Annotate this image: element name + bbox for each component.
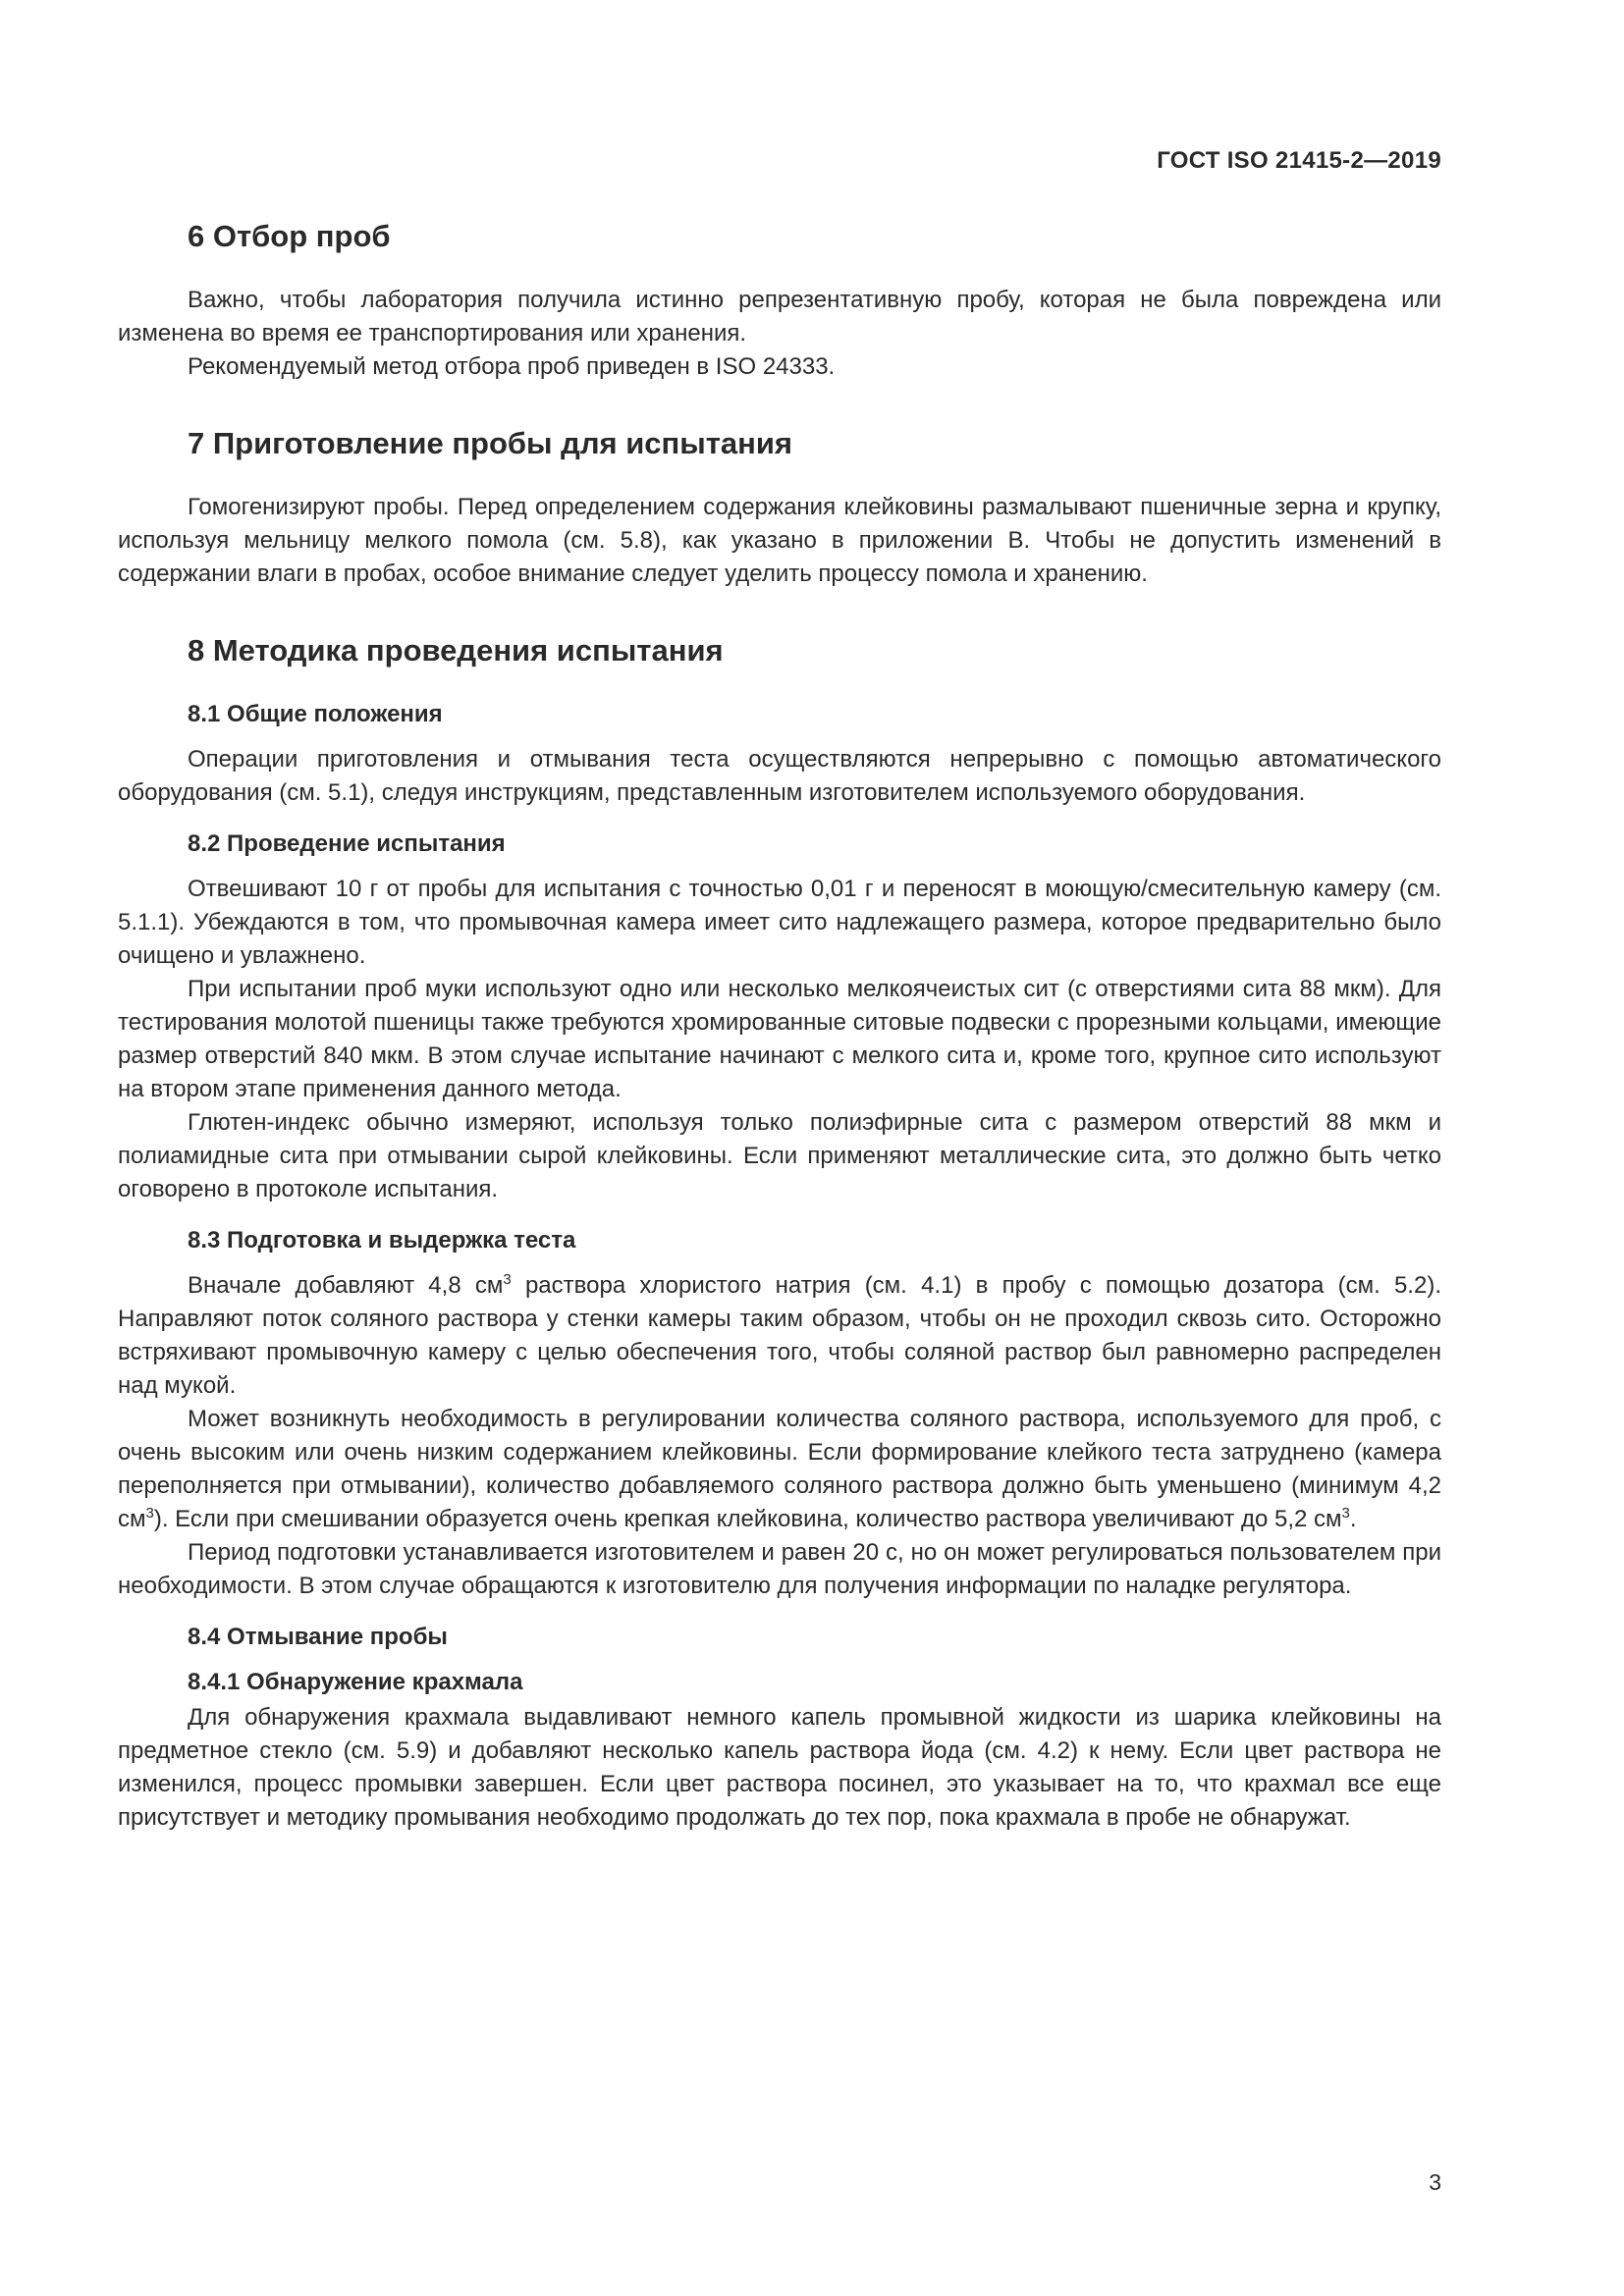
subsection-8-1	[118, 698, 1441, 810]
section-7-paragraph-1: Гомогенизируют пробы. Перед определением содержания клейковины размалывают пшеничные зерна и крупку, используя мельницу мелкого помола (см. 5.8), как указано в приложении В. Чтобы не допустить изменений в содержании влаги в пробах, особое внимание следует уделить процессу помола и хранению.	[118, 494, 1441, 587]
subsection-8-2-paragraph-1: Отвешивают 10 г от пробы для испытания с точностью 0,01 г и переносят в моющую/смесительную камеру (см. 5.1.1). Убеждаются в том, что промывочная камера имеет сито надлежащего размера, которое предварительно было очищено и увлажнено.	[118, 876, 1441, 969]
section-8	[118, 630, 1441, 1835]
paragraph-text: Вначале добавляют 4,8 см	[188, 1272, 504, 1299]
subsection-8-4	[118, 1621, 1441, 1835]
superscript: 3	[1341, 1505, 1350, 1522]
section-6	[118, 216, 1441, 384]
subsection-8-3	[118, 1224, 1441, 1603]
subsection-8-1-title: 8.1 Общие положения	[188, 701, 443, 727]
superscript: 3	[503, 1271, 512, 1288]
subsection-8-3-paragraph-3: Период подготовки устанавливается изготовителем и равен 20 с, но он может регулироваться пользователем при необходимости. В этом случае обращаются к изготовителю для получения информации по наладке регулятора.	[118, 1539, 1441, 1599]
document-code: ГОСТ ISO 21415-2—2019	[1157, 147, 1441, 174]
subsection-8-4-1-paragraph-1: Для обнаружения крахмала выдавливают немного капель промывной жидкости из шарика клейковины на предметное стекло (см. 5.9) и добавляют несколько капель раствора йода (см. 4.2) к нему. Если цвет раствора не изменился, процесс промывки завершен. Если цвет раствора посинел, это указывает на то, что крахмал все еще присутствует и методику промывания необходимо продолжать до тех пор, пока крахмала в пробе не обнаружат.	[118, 1704, 1441, 1831]
subsection-8-3-paragraph-1	[118, 1269, 1441, 1403]
superscript: 3	[145, 1505, 154, 1522]
paragraph-text: Может возникнуть необходимость в регулировании количества соляного раствора, используемого для проб, с очень высоким или очень низким содержанием клейковины. Если формирование клейкого теста затруднено (камера переполняется при отмывании), количество добавляемого соляного раствора должно быть уменьшено (минимум 4,2 см	[118, 1406, 1441, 1532]
paragraph-text: .	[1349, 1506, 1357, 1532]
subsection-8-2	[118, 828, 1441, 1206]
page-number: 3	[1429, 2169, 1441, 2195]
section-7	[118, 423, 1441, 591]
subsection-8-4-1-title: 8.4.1 Обнаружение крахмала	[188, 1669, 523, 1695]
section-8-title: 8 Методика проведения испытания	[188, 633, 724, 667]
subsection-8-4-title: 8.4 Отмывание пробы	[188, 1624, 448, 1650]
subsection-8-3-paragraph-2	[118, 1403, 1441, 1536]
subsection-8-2-paragraph-2: При испытании проб муки используют одно или несколько мелкоячеистых сит (с отверстиями сита 88 мкм). Для тестирования молотой пшеницы также требуются хромированные ситовые подвески с прорезными кольцами, имеющие размер отверстий 840 мкм. В этом случае испытание начинают с мелкого сита и, кроме того, крупное сито используют на втором этапе применения данного метода.	[118, 976, 1441, 1102]
document-body	[118, 216, 1441, 1874]
section-7-title: 7 Приготовление пробы для испытания	[188, 426, 793, 460]
subsection-8-2-paragraph-3: Глютен-индекс обычно измеряют, используя только полиэфирные сита с размером отверстий 88 мкм и полиамидные сита при отмывании сырой клейковины. Если применяют металлические сита, это должно быть четко оговорено в протоколе испытания.	[118, 1109, 1441, 1202]
paragraph-text: ). Если при смешивании образуется очень крепкая клейковина, количество раствора увеличивают до 5,2 см	[153, 1506, 1342, 1532]
subsection-8-2-title: 8.2 Проведение испытания	[188, 830, 506, 857]
subsection-8-1-paragraph-1: Операции приготовления и отмывания теста осуществляются непрерывно с помощью автоматического оборудования (см. 5.1), следуя инструкциям, представленным изготовителем используемого оборудования.	[118, 746, 1441, 806]
section-6-paragraph-2: Рекомендуемый метод отбора проб приведен в ISO 24333.	[188, 353, 836, 380]
section-6-title: 6 Отбор проб	[188, 219, 391, 253]
paragraph-text: раствора хлористого натрия (см. 4.1) в пробу с помощью дозатора (см. 5.2). Направляют поток соляного раствора у стенки камеры таким образом, чтобы он не проходил сквозь сито. Осторожно встряхивают промывочную камеру с целью обеспечения того, чтобы соляной раствор был равномерно распределен над мукой.	[118, 1272, 1441, 1399]
subsection-8-4-1	[118, 1666, 1441, 1835]
section-6-paragraph-1: Важно, чтобы лаборатория получила истинно репрезентативную пробу, которая не была повреждена или изменена во время ее транспортирования или хранения.	[118, 287, 1441, 347]
subsection-8-3-title: 8.3 Подготовка и выдержка теста	[188, 1227, 576, 1254]
